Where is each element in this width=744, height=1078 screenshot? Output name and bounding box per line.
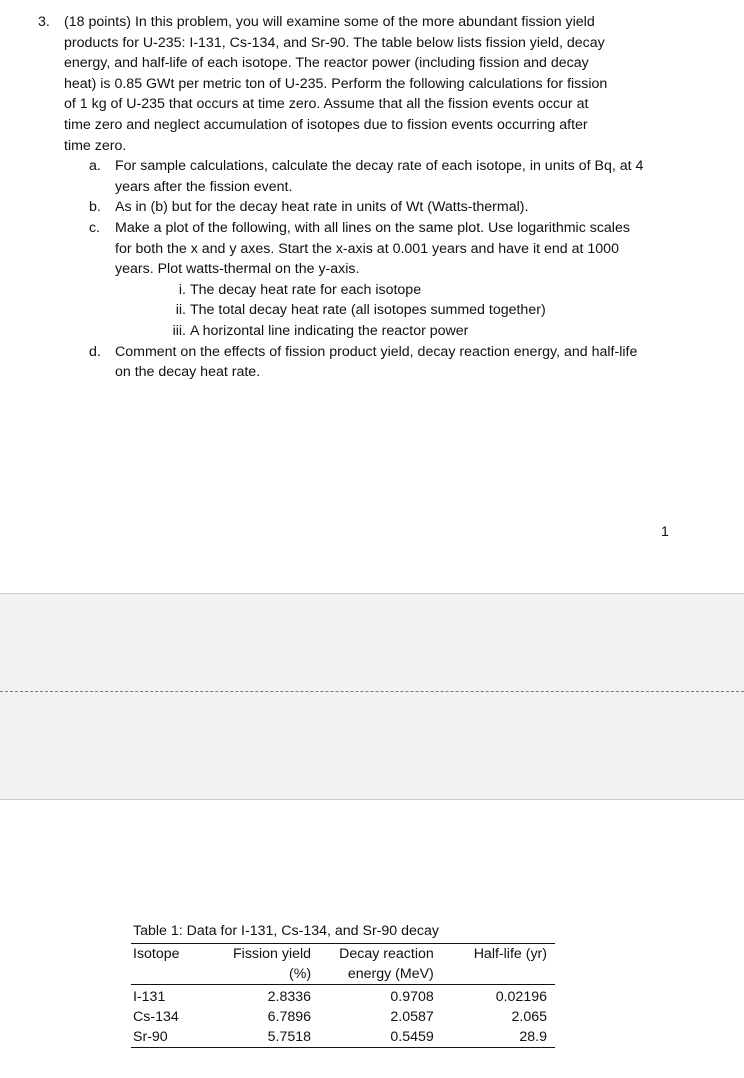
intro-line: heat) is 0.85 GWt per metric ton of U-235. Perform the following calculations for fission bbox=[64, 75, 608, 92]
cell-isotope: Cs-134 bbox=[133, 1009, 179, 1025]
intro-line: time zero. bbox=[64, 137, 127, 154]
part-line: As in (b) but for the decay heat rate in units of Wt (Watts-thermal). bbox=[115, 199, 529, 216]
data-table-block bbox=[131, 921, 555, 1048]
page-2 bbox=[0, 800, 744, 1078]
part-d bbox=[89, 342, 678, 383]
subpart-i bbox=[178, 280, 678, 301]
part-a bbox=[89, 156, 678, 197]
part-c bbox=[89, 218, 678, 280]
part-line: years. Plot watts-thermal on the y-axis. bbox=[115, 261, 360, 278]
isotope-data-table bbox=[131, 943, 555, 1048]
cell-decay-energy: 2.0587 bbox=[390, 1009, 434, 1025]
problem-number: 3. bbox=[38, 14, 50, 30]
problem-3 bbox=[38, 12, 678, 383]
header-half-life bbox=[434, 944, 555, 985]
cell-half-life: 28.9 bbox=[519, 1029, 547, 1045]
problem-body bbox=[64, 12, 678, 383]
cell-fission-yield: 5.7518 bbox=[267, 1029, 312, 1045]
cell-isotope: I-131 bbox=[133, 989, 166, 1005]
header-line: Fission yield bbox=[233, 946, 312, 962]
header-line: energy (MeV) bbox=[347, 966, 434, 982]
subpart-text: The decay heat rate for each isotope bbox=[190, 281, 422, 298]
cell-fission-yield: 6.7896 bbox=[267, 1009, 312, 1025]
cell-half-life: 2.065 bbox=[511, 1009, 547, 1025]
header-line: Half-life (yr) bbox=[473, 946, 547, 962]
subpart-label: iii. bbox=[172, 322, 186, 339]
subpart-label: ii. bbox=[175, 302, 186, 319]
cell-decay-energy: 0.9708 bbox=[390, 989, 434, 1005]
subpart-label: i. bbox=[178, 281, 186, 298]
part-line: on the decay heat rate. bbox=[115, 364, 261, 381]
part-line: Comment on the effects of fission product yield, decay reaction energy, and half-life bbox=[115, 343, 638, 360]
table-row bbox=[131, 1007, 555, 1027]
cell-fission-yield: 2.8336 bbox=[267, 989, 312, 1005]
intro-line: products for U-235: I-131, Cs-134, and Sr-90. The table below lists fission yield, decay bbox=[64, 34, 605, 51]
intro-line: time zero and neglect accumulation of isotopes due to fission events occurring after bbox=[64, 116, 588, 133]
subpart-text: The total decay heat rate (all isotopes summed together) bbox=[190, 302, 546, 319]
subpart-text: A horizontal line indicating the reactor power bbox=[190, 322, 469, 339]
page-number: 1 bbox=[661, 524, 669, 540]
intro-line: of 1 kg of U-235 that occurs at time zero. Assume that all the fission events occur at bbox=[64, 96, 589, 113]
part-label: d. bbox=[89, 343, 101, 360]
page-gap bbox=[0, 593, 744, 800]
part-line: For sample calculations, calculate the decay rate of each isotope, in units of Bq, at 4 bbox=[115, 158, 644, 175]
part-line: for both the x and y axes. Start the x-axis at 0.001 years and have it end at 1000 bbox=[115, 240, 619, 257]
table-row bbox=[131, 985, 555, 1008]
cell-decay-energy: 0.5459 bbox=[390, 1029, 434, 1045]
part-label: c. bbox=[89, 219, 101, 236]
cell-isotope: Sr-90 bbox=[133, 1029, 168, 1045]
part-label: a. bbox=[89, 158, 101, 175]
subpart-ii bbox=[175, 300, 678, 321]
header-decay-energy bbox=[311, 944, 434, 985]
intro-line: (18 points) In this problem, you will examine some of the more abundant fission yield bbox=[64, 14, 595, 30]
part-label: b. bbox=[89, 199, 101, 216]
table-caption: Table 1: Data for I-131, Cs-134, and Sr-90 decay bbox=[133, 923, 439, 939]
intro-line: energy, and half-life of each isotope. The reactor power (including fission and decay bbox=[64, 55, 589, 72]
header-line: (%) bbox=[288, 966, 312, 982]
header-isotope bbox=[131, 944, 210, 985]
problem-intro bbox=[64, 12, 678, 156]
part-b bbox=[89, 197, 678, 218]
header-line: Decay reaction bbox=[339, 946, 434, 962]
subpart-iii bbox=[172, 321, 678, 342]
part-line: years after the fission event. bbox=[115, 178, 293, 195]
table-row bbox=[131, 1027, 555, 1048]
header-fission-yield bbox=[210, 944, 311, 985]
part-line: Make a plot of the following, with all lines on the same plot. Use logarithmic scales bbox=[115, 219, 630, 236]
header-line: Isotope bbox=[133, 946, 180, 962]
table-header-row bbox=[131, 944, 555, 985]
page-break-line bbox=[0, 691, 744, 692]
cell-half-life: 0.02196 bbox=[495, 989, 547, 1005]
